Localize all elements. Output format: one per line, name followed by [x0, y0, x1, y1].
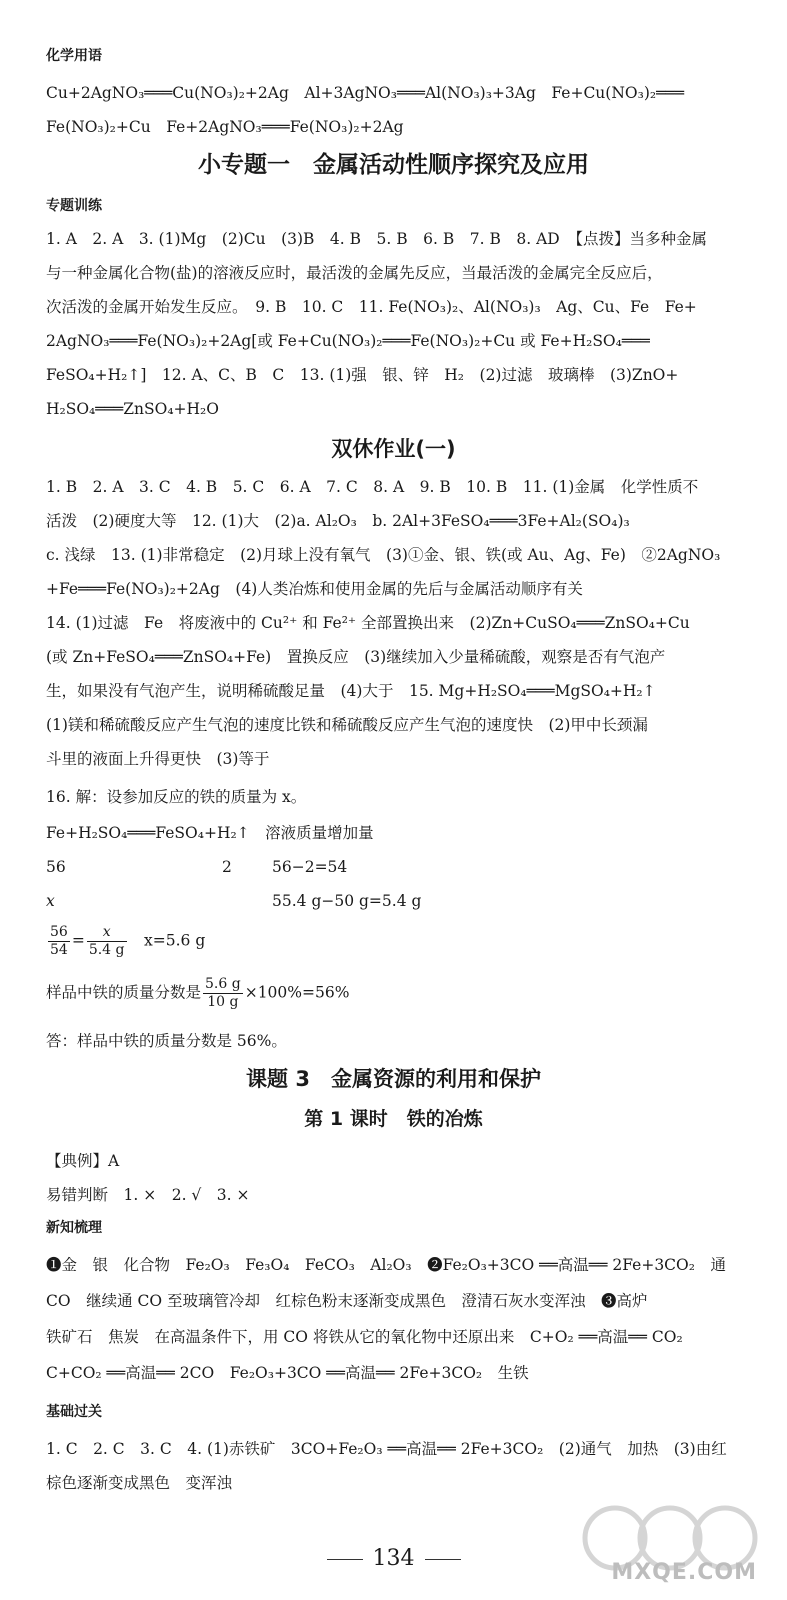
fraction: $\frac{x}{5.4 g}$ [88, 924, 125, 958]
weekend-homework-title: 双休作业(一) [331, 437, 456, 461]
text-line: 棕色逐渐变成黑色 变浑浊 [46, 1474, 233, 1492]
section-heading-topic-training: 专题训练 [46, 198, 102, 214]
fraction: $\frac{56}{54}$ [50, 924, 68, 958]
fraction: $\frac{5.6 g}{10 g}$ [205, 976, 241, 1010]
text-line: 16. 解：设参加反应的铁的质量为 x。 [46, 788, 307, 806]
calc-cell: 2 [222, 858, 232, 876]
text-line: ❶金 银 化合物 Fe₂O₃ Fe₃O₄ FeCO₃ Al₂O₃ ❷Fe₂O₃+3CO ══高温══ 2Fe+3CO₂ 通 [46, 1256, 726, 1274]
text-line: 1. C 2. C 3. C 4. (1)赤铁矿 3CO+Fe₂O₃ ══高温══ 2Fe+3CO₂ (2)通气 加热 (3)由红 [46, 1440, 727, 1458]
text-line: Fe(NO₃)₂+Cu Fe+2AgNO₃═══Fe(NO₃)₂+2Ag [46, 118, 404, 136]
text-line: +Fe═══Fe(NO₃)₂+2Ag (4)人类冶炼和使用金属的先后与金属活动顺序有关 [46, 580, 583, 598]
text-line: 1. B 2. A 3. C 4. B 5. C 6. A 7. C 8. A 9. B 10. B 11. (1)金属 化学性质不 [46, 478, 699, 496]
equation-line: Fe+H₂SO₄═══FeSO₄+H₂↑ 溶液质量增加量 [46, 824, 374, 842]
section-heading-new-knowledge: 新知梳理 [46, 1220, 102, 1236]
text-line: CO 继续通 CO 至玻璃管冷却 红棕色粉末逐渐变成黑色 澄清石灰水变浑浊 ❸高炉 [46, 1292, 648, 1310]
text-line: 生，如果没有气泡产生，说明稀硫酸足量 (4)大于 15. Mg+H₂SO₄═══MgSO₄+H₂↑ [46, 682, 656, 700]
text-line: H₂SO₄═══ZnSO₄+H₂O [46, 400, 219, 418]
page-number: 134 [372, 1546, 415, 1571]
text-line: FeSO₄+H₂↑] 12. A、C、B C 13. (1)强 银、锌 H₂ (2)过滤 玻璃棒 (3)ZnO+ [46, 366, 679, 384]
text-line: (1)镁和稀硫酸反应产生气泡的速度比铁和稀硫酸反应产生气泡的速度快 (2)甲中长颈漏 [46, 716, 648, 734]
calc-cell: 56−2=54 [272, 858, 348, 876]
page-number-dash [425, 1559, 461, 1560]
calc-cell: 56 [46, 858, 66, 876]
proportion-line: $\frac{56}{54}$ = $\frac{x}{5.4 g}$ x=5.6 g [50, 924, 206, 958]
text-line: 活泼 (2)硬度大等 12. (1)大 (2)a. Al₂O₃ b. 2Al+3FeSO₄═══3Fe+Al₂(SO₄)₃ [46, 512, 630, 530]
text-line: 斗里的液面上升得更快 (3)等于 [46, 750, 270, 768]
text-line: 与一种金属化合物(盐)的溶液反应时，最活泼的金属先反应，当最活泼的金属完全反应后， [46, 264, 663, 282]
topic-title: 小专题一 金属活动性顺序探究及应用 [198, 152, 589, 178]
page-number-footer [0, 1545, 787, 1573]
text-line: c. 浅绿 13. (1)非常稳定 (2)月球上没有氧气 (3)①金、银、铁(或 Au、Ag、Fe) ②2AgNO₃ [46, 546, 721, 564]
text-line: 2AgNO₃═══Fe(NO₃)₂+2Ag[或 Fe+Cu(NO₃)₂═══Fe(NO₃)₂+Cu 或 Fe+H₂SO₄═══ [46, 332, 650, 350]
calc-cell: x [46, 892, 55, 910]
watermark-text: MXQE.COM [611, 1560, 757, 1585]
text-line: 次活泼的金属开始发生反应。 9. B 10. C 11. Fe(NO₃)₂、Al(NO₃)₃ Ag、Cu、Fe Fe+ [46, 298, 697, 316]
text-line: Cu+2AgNO₃═══Cu(NO₃)₂+2Ag Al+3AgNO₃═══Al(NO₃)₃+3Ag Fe+Cu(NO₃)₂═══ [46, 84, 685, 102]
mass-fraction-line: 样品中铁的质量分数是 $\frac{5.6 g}{10 g}$ ×100%=56% [46, 976, 350, 1010]
section-heading-basic-practice: 基础过关 [46, 1404, 102, 1420]
lesson-title: 课题 3 金属资源的利用和保护 [246, 1067, 541, 1091]
typical-example-line: 【典例】A [46, 1152, 120, 1170]
page-number-dash [327, 1559, 363, 1560]
section-heading-chemical-terms: 化学用语 [46, 48, 102, 64]
text-line: 铁矿石 焦炭 在高温条件下，用 CO 将铁从它的氧化物中还原出来 C+O₂ ══高温══ CO₂ [46, 1328, 683, 1346]
text-line: C+CO₂ ══高温══ 2CO Fe₂O₃+3CO ══高温══ 2Fe+3CO₂ 生铁 [46, 1364, 529, 1382]
text-line: (或 Zn+FeSO₄═══ZnSO₄+Fe) 置换反应 (3)继续加入少量稀硫酸，观察是否有气泡产 [46, 648, 666, 666]
answer-line: 答：样品中铁的质量分数是 56%。 [46, 1032, 287, 1050]
calc-cell: 55.4 g−50 g=5.4 g [272, 892, 422, 910]
error-judgment-line: 易错判断 1. × 2. √ 3. × [46, 1186, 250, 1204]
text-line: 1. A 2. A 3. (1)Mg (2)Cu (3)B 4. B 5. B 6. B 7. B 8. AD 【点拨】当多种金属 [46, 230, 707, 248]
lesson-subtitle: 第 1 课时 铁的冶炼 [304, 1108, 483, 1130]
text-line: 14. (1)过滤 Fe 将废液中的 Cu²⁺ 和 Fe²⁺ 全部置换出来 (2)Zn+CuSO₄═══ZnSO₄+Cu [46, 614, 690, 632]
